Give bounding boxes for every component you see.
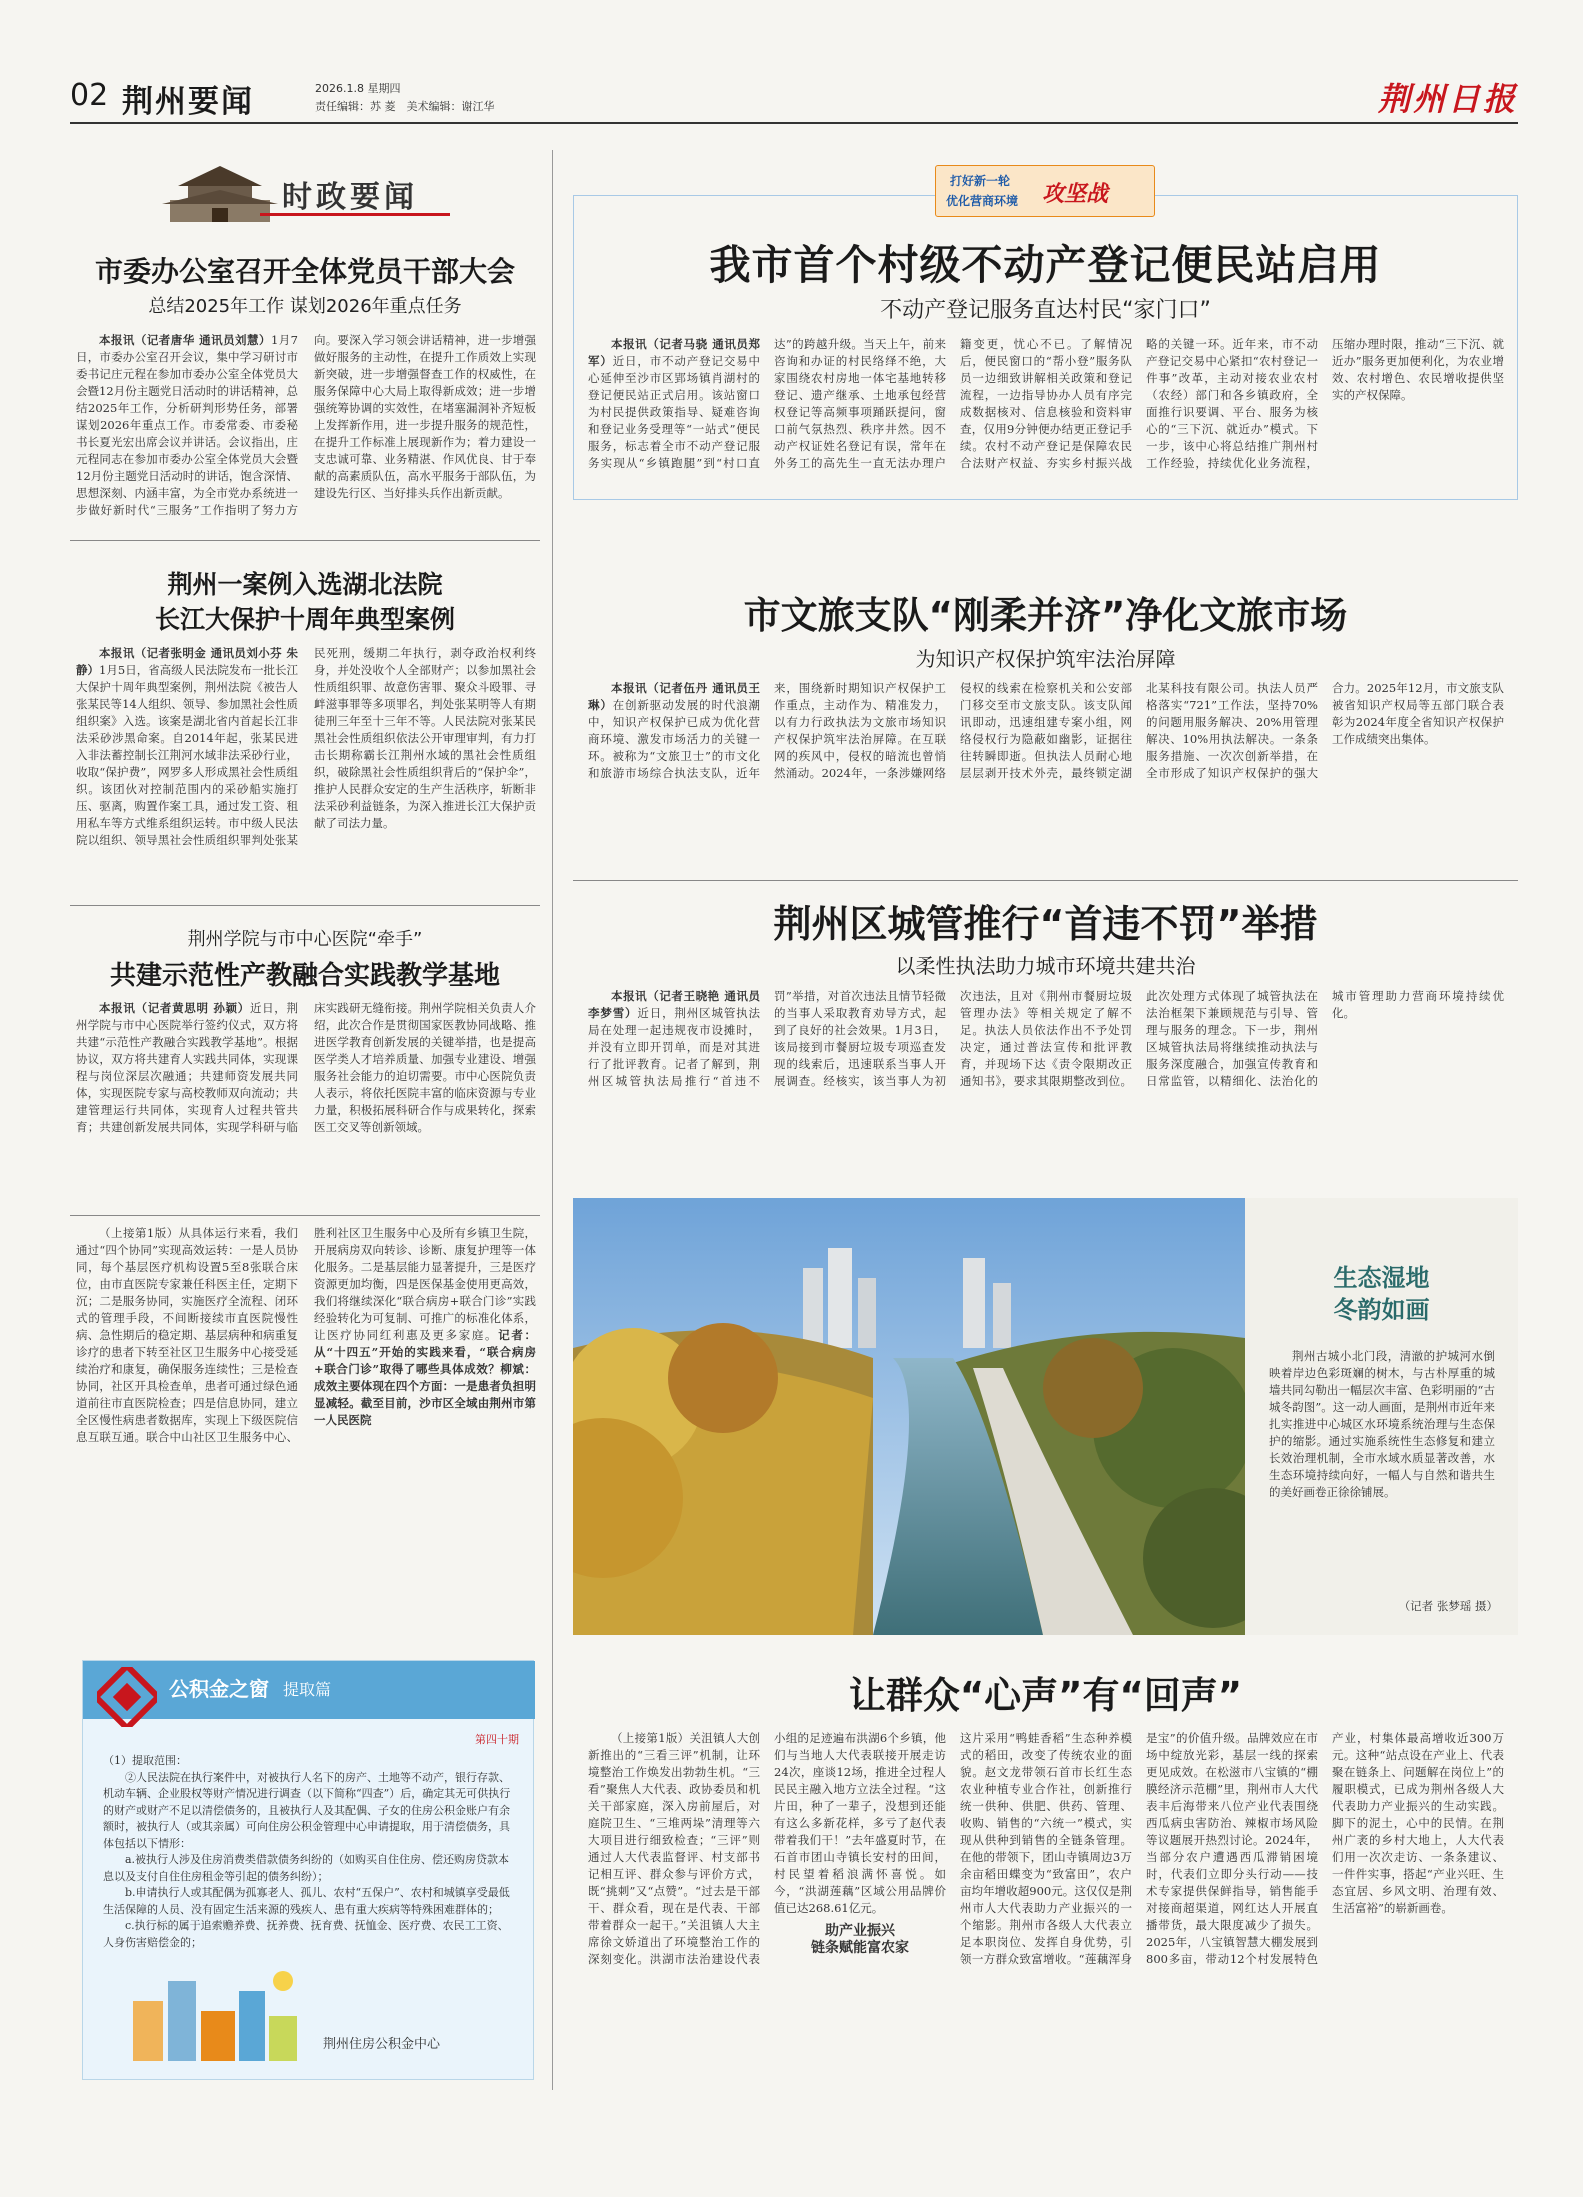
ad-item-4: c.执行标的属于追索赡养费、抚养费、抚育费、抚恤金、医疗费、农民工工资、人身伤害赔偿金的； — [103, 1919, 509, 1949]
page-number: 02 — [70, 78, 109, 113]
column-label-text: 时政要闻 — [282, 180, 418, 215]
article-9-section-head-2: 链条赋能富农家 — [811, 1940, 909, 1956]
housing-fund-ad — [82, 1660, 534, 2080]
ad-sponsor: 荆州住房公积金中心 — [323, 2037, 441, 2052]
article-2-title-line1: 荆州一案例入选湖北法院 — [167, 570, 443, 599]
column-label — [160, 160, 460, 230]
article-9-section-head-1: 助产业振兴 — [825, 1923, 895, 1939]
campaign-banner — [935, 165, 1155, 217]
photo-caption-box — [1245, 1198, 1518, 1635]
article-7-body: 本报讯（记者王晓艳 通讯员李梦雪）近日，荆州区城管执法局在处理一起违规夜市设摊时，并没有立即开罚单，而是对其进行了批评教育。记者了解到，荆州区城管执法局推行“首违不罚”举措，对首次违法且情节轻微的当事人采取教育劝导方式，起到了良好的社会效果。1月3日，该局接到市餐厨垃圾专项巡查发现的线索后，迅速联系当事人开展调查。经核实，该当事人为初次违法，且对《荆州市餐厨垃圾管理办法》等相关规定了解不足。执法人员依法作出不予处罚决定，通过普法宣传和批评教育，并现场下达《责令限期改正通知书》，要求其限期整改到位。此次处理方式体现了城管执法在法治框架下兼顾规范与引导、管理与服务的理念。下一步，荆州区城管执法局将继续推动执法与服务深度融合，加强宣传教育和日常监管，以精细化、法治化的城市管理助力营商环境持续优化。 — [588, 989, 1504, 1088]
article-2-body: 本报讯（记者张明金 通讯员刘小芬 朱静）1月5日，省高级人民法院发布一批长江大保护十周年典型案例，荆州法院《被告人张某民等14人组织、领导、参加黑社会性质组织案》入选。该案是湖北省内首起长江非法采砂涉黑命案。自2014年起，张某民进入非法蓄控制长江荆河水域非法采砂行业，收取“保护费”，网罗多人形成黑社会性质组织。该团伙对控制范围内的采砂船实施打压、驱离，购置作案工具，通过发工资、租用私车等方式维系组织运转。市中级人民法院以组织、领导黑社会性质组织罪判处张某民死刑，缓期二年执行，剥夺政治权利终身，并处没收个人全部财产；以参加黑社会性质组织罪、故意伤害罪、聚众斗殴罪、寻衅滋事罪等多项罪名，判处张某明等人有期徒刑三年至十三年不等。人民法院对张某民黑社会性质组织依法公开审理审判，有力打击长期称霸长江荆州水域的黑社会性质组织，破除黑社会性质组织背后的“保护伞”，推护人民群众安定的生产生活秩序，斩断非法采砂利益链条，为深入推进长江大保护贡献了司法力量。 — [76, 646, 536, 847]
article-2-title-line2: 长江大保护十周年典型案例 — [154, 605, 455, 634]
section-title: 荆州要闻 — [122, 84, 254, 120]
article-4-body: （上接第1版）从具体运行来看，我们通过“四个协同”实现高效运转：一是人员协同，每个基层医疗机构设置5至8张联合床位，由市直医院专家兼任科医主任，定期下沉；二是服务协同，实施医疗全流程、闭环式的管理手段，不间断接续市直医院慢性病、急性期后的稳定期、基层病种和病重复诊疗的患者下转至社区卫生服务中心接受延续治疗和康复，确保服务连续性；三是检查协同，社区开具检查单，患者可通过绿色通道前往市直医院检查；四是信息协同，建立全区慢性病患者数据库，实现上下级医院信息互联互通。联合中山社区卫生服务中心、胜利社区卫生服务中心及所有乡镇卫生院，开展病房双向转诊、诊断、康复护理等一体化服务。二是基层能力显著提升，三是医疗资源更加均衡，四是医保基金使用更高效，我们将继续深化“联合病房+联合门诊”实践经验转化为可复制、可推广的标准化体系，让医疗协同红利惠及更多家庭。记者：从“十四五”开始的实践来看，“联合病房+联合门诊”取得了哪些具体成效？柳斌：成效主要体现在四个方面：一是患者负担明显减轻。截至目前，沙市区全域由荆州市第一人民医院 — [76, 1226, 536, 1444]
ad-item-3: b.申请执行人或其配偶为孤寡老人、孤儿、农村“五保户”、农村和城镇享受最低生活保障的人员、没有固定生活来源的残疾人、患有重大疾病等特殊困难群体的； — [103, 1886, 510, 1916]
article-6-subtitle: 为知识产权保护筑牢法治屏障 — [915, 647, 1176, 671]
ad-intro: （1）提取范围： — [103, 1754, 187, 1767]
article-1-body: 本报讯（记者唐华 通讯员刘慧）1月7日，市委办公室召开会议，集中学习研讨市委书记庄元程在参加市委办公室全体党员大会暨12月份主题党日活动时的讲话精神，总结2025年工作，分析研判形势任务，部署谋划2026年重点工作。市委常委、市委秘书长夏光宏出席会议并讲话。会议指出，庄元程同志在参加市委办公室全体党员大会暨12月份主题党日活动时的讲话，饱含深情、思想深刻、内涵丰富，为全市党办系统进一步做好新时代“三服务”工作指明了努力方向。要深入学习领会讲话精神，进一步增强做好服务的主动性，在提升工作质效上实现新突破，进一步增强督查工作的权威性，在服务保障中心大局上取得新成效；进一步增强统筹协调的实效性，在堵塞漏洞补齐短板上发挥新作用，进一步提升服务的规范性，在提升工作标准上展现新作为；着力建设一支忠诚可靠、业务精湛、作风优良、甘于奉献的高素质队伍，高水平服务于部队伍，为建设先行区、当好排头兵作出新贡献。 — [76, 333, 536, 517]
fund-logo-icon — [97, 1667, 157, 1727]
article-3-kicker: 荆州学院与市中心医院“牵手” — [187, 929, 423, 950]
date-line: 2026.1.8 星期四 — [315, 82, 401, 95]
article-5-subtitle: 不动产登记服务直达村民“家门口” — [880, 298, 1211, 323]
article-3-title: 共建示范性产教融合实践教学基地 — [109, 961, 500, 991]
photo-caption: 荆州古城小北门段，清澈的护城河水倒映着岸边色彩斑斓的树木，与古朴厚重的城墙共同勾勒出一幅层次丰富、色彩明丽的“古城冬韵图”。这一动人画面，是荆州市近年来扎实推进中心城区水环境系统治理与生态保护的缩影。通过实施系统性生态修复和建立长效治理机制，全市水域水质显著改善，水生态环境持续向好，一幅人与自然和谐共生的美好画卷正徐徐铺展。 — [1269, 1349, 1495, 1499]
ad-tag: 提取篇 — [283, 1680, 332, 1699]
article-9-body: （上接第1版）关沮镇人大创新推出的“三看三评”机制，让环境整治工作焕发出勃勃生机。“三看”聚焦人大代表、政协委员和机关干部家庭，深入房前屋后，对庭院卫生、“三堆两垛”清理等六大项目进行细致检查；“三评”则通过人大代表监督评、村支部书记相互评、群众参与评价方式，既“挑刺”又“点赞”。“过去是干部干、群众看，现在是代表、干部带着群众一起干。”关沮镇人大主席徐文娇道出了环境整治工作的深刻变化。洪湖市法治建设代表小组的足迹遍布洪湖6个乡镇，他们与当地人大代表联接开展走访24次，座谈12场，推进全过程人民民主融入地方立法全过程。“这片田，种了一辈子，没想到还能有这么多新花样，多亏了赵代表带着我们干！”去年盛夏时节，在石首市团山寺镇长安村的田间，村民望着稻浪满怀喜悦。如今，“洪湖莲藕”区域公用品牌价值已达268.61亿元。 助产业振兴 链条赋能富农家 这片采用“鸭蛙香稻”生态种养模式的稻田，改变了传统农业的面貌。赵文龙带领石首市长红生态农业种植专业合作社，创新推行统一供种、供肥、供药、管理、收购、销售的“六统一”模式，实现从供种到销售的全链条管理。在他的带领下，团山寺镇周边3万余亩稻田蝶变为“致富田”，农户亩均年增收超900元。这仅仅是荆州市人大代表助力产业振兴的一个缩影。荆州市各级人大代表立足本职岗位、发挥自身优势，引领一方群众致富增收。“莲藕浑身是宝”的价值升级。品牌效应在市场中绽放光彩，基层一线的探索更见成效。在松滋市八宝镇的“棚膜经济示范棚”里，荆州市人大代表丰后海带来八位产业代表围绕西瓜病虫害防治、辣椒市场风险等议题展开热烈讨论。2024年，当部分农户遭遇西瓜滞销困境时，代表们立即分头行动——技术专家提供保鲜指导，销售能手对接商超渠道，网红达人开展直播带货，最大限度减少了损失。2025年，八宝镇智慧大棚发展到800多亩，带动12个村发展特色产业，村集体最高增收近300万元。这种“站点设在产业上、代表聚在链条上、问题解在岗位上”的履职模式，已成为荆州各级人大代表助力产业振兴的生动实践。脚下的泥土，心中的民情。在荆州广袤的乡村大地上，人大代表们用一次次走访、一条条建议、一件件实事，搭起“产业兴旺、生态宜居、乡风文明、治理有效、生活富裕”的崭新画卷。 — [588, 1731, 1504, 1966]
article-6-body: 本报讯（记者伍丹 通讯员王琳）在创新驱动发展的时代浪潮中，知识产权保护已成为优化营商环境、激发市场活力的关键一环。被称为“文旅卫士”的市文化和旅游市场综合执法支队，近年来，围绕新时期知识产权保护工作重点，主动作为、精准发力，以有力行政执法为文旅市场知识产权保护筑牢法治屏障。在互联网的疾风中，侵权的暗流也曾悄然涌动。2024年，一条涉嫌网络侵权的线索在检察机关和公安部门移交至市文旅支队。该支队闻讯即动，迅速组建专案小组，网络侵权行为隐蔽如幽影，证据往往转瞬即逝。但执法人员耐心地层层剥开技术外壳，最终锁定湖北某科技有限公司。执法人员严格落实“721”工作法，坚持70%的问题用服务解决、20%用管理解决、10%用执法解决。一条条服务措施、一次次创新举措，在全市形成了知识产权保护的强大合力。2025年12月，市文旅支队被省知识产权局等五部门联合表彰为2024年度全省知识产权保护工作成绩突出集体。 — [588, 681, 1504, 780]
paper-logo: 荆州日报 — [1377, 80, 1518, 118]
article-6-title: 市文旅支队“刚柔并济”净化文旅市场 — [743, 594, 1348, 637]
banner-line-2: 优化营商环境 — [946, 194, 1019, 208]
article-5-title: 我市首个村级不动产登记便民站启用 — [709, 241, 1382, 289]
photo-title-1: 生态湿地 — [1333, 1264, 1430, 1292]
article-1-title: 市委办公室召开全体党员干部大会 — [94, 255, 515, 288]
article-9-title: 让群众“心声”有“回声” — [848, 1674, 1243, 1717]
article-1-subtitle: 总结2025年工作 谋划2026年重点任务 — [148, 296, 462, 317]
photo-credit: （记者 张梦瑶 摄） — [1398, 1599, 1498, 1613]
article-7-title: 荆州区城管推行“首违不罚”举措 — [773, 902, 1318, 946]
ad-item-1: ②人民法院在执行案件中，对被执行人名下的房产、土地等不动产，银行存款、机动车辆、企业股权等财产情况进行调查（以下简称“四查”）后，确定其无可供执行的财产或财产不足以清偿债务的，且被执行人及其配偶、子女的住房公积金账户有余额时，被执行人（或其亲属）可向住房公积金管理中心申请提取，用于清偿债务，具体包括以下情形： — [103, 1770, 511, 1850]
city-buildings-illustration — [123, 1961, 303, 2061]
ad-title: 公积金之窗 — [169, 1677, 269, 1701]
editors-line: 责任编辑：苏 菱 美术编辑：谢江华 — [315, 100, 495, 113]
wetland-photo — [573, 1198, 1245, 1635]
banner-line-3: 攻坚战 — [1042, 181, 1109, 207]
wetland-photo-image — [573, 1198, 1245, 1635]
article-3-body: 本报讯（记者黄思明 孙颖）近日，荆州学院与市中心医院举行签约仪式，双方将共建“示范性产教融合实践教学基地”。根据协议，双方将共建育人实践共同体，实现课程与岗位深层次融通；共建师资发展共同体，实现医院专家与高校教师双向流动；共建管理运行共同体，实现育人过程共管共育；共建创新发展共同体，实现学科研与临床实践研无缝衔接。荆州学院相关负责人介绍，此次合作是贯彻国家医教协同战略、推进医学教育创新发展的关键举措，也是提高医学类人才培养质量、加强专业建设、增强服务社会能力的迫切需要。市中心医院负责人表示，将依托医院丰富的临床资源与专业力量，积极拓展科研合作与成果转化，探索医工交叉等创新领域。 — [76, 1001, 536, 1134]
article-7-subtitle: 以柔性执法助力城市环境共建共治 — [895, 954, 1196, 978]
ad-issue: 第四十期 — [475, 1733, 519, 1746]
ad-item-2: a.被执行人涉及住房消费类借款债务纠纷的（如购买自住住房、偿还购房贷款本息以及支付自住住房租金等引起的债务纠纷）； — [103, 1853, 510, 1883]
photo-title-2: 冬韵如画 — [1333, 1296, 1430, 1324]
banner-line-1: 打好新一轮 — [950, 174, 1011, 188]
article-5-body: 本报讯（记者马骁 通讯员郑军）近日，市不动产登记交易中心延伸至沙市区郢场镇肖湖村的登记便民站正式启用。该站窗口为村民提供政策指导、疑难咨询和登记业务受理等“一站式”便民服务，标志着全市不动产登记服务实现从“乡镇跑腿”到“村口直达”的跨越升级。当天上午，前来咨询和办证的村民络绎不绝，大家围绕农村房地一体宅基地转移登记、遗产继承、土地承包经营权登记等高频事项踊跃提问，窗口前气氛热烈、秩序井然。因不动产权证姓名登记有误，常年在外务工的高先生一直无法办理户籍变更，忧心不已。了解情况后，便民窗口的“帮小登”服务队员一边细致讲解相关政策和登记流程，一边指导协办人员有序完成数据核对、信息核验和资料审查，仅用9分钟便办结更正登记手续。农村不动产登记是保障农民合法财产权益、夯实乡村振兴战略的关键一环。近年来，市不动产登记交易中心紧扣“农村登记一件事”改革，主动对接农业农村（农经）部门和各乡镇政府，全面推行识要调、平台、服务为核心的“三下沉、就近办”模式。下一步，该中心将总结推广荆州村工作经验，持续优化业务流程，压缩办理时限，推动“三下沉、就近办”服务更加便利化，为农业增效、农村增色、农民增收提供坚实的产权保障。 — [588, 337, 1504, 470]
